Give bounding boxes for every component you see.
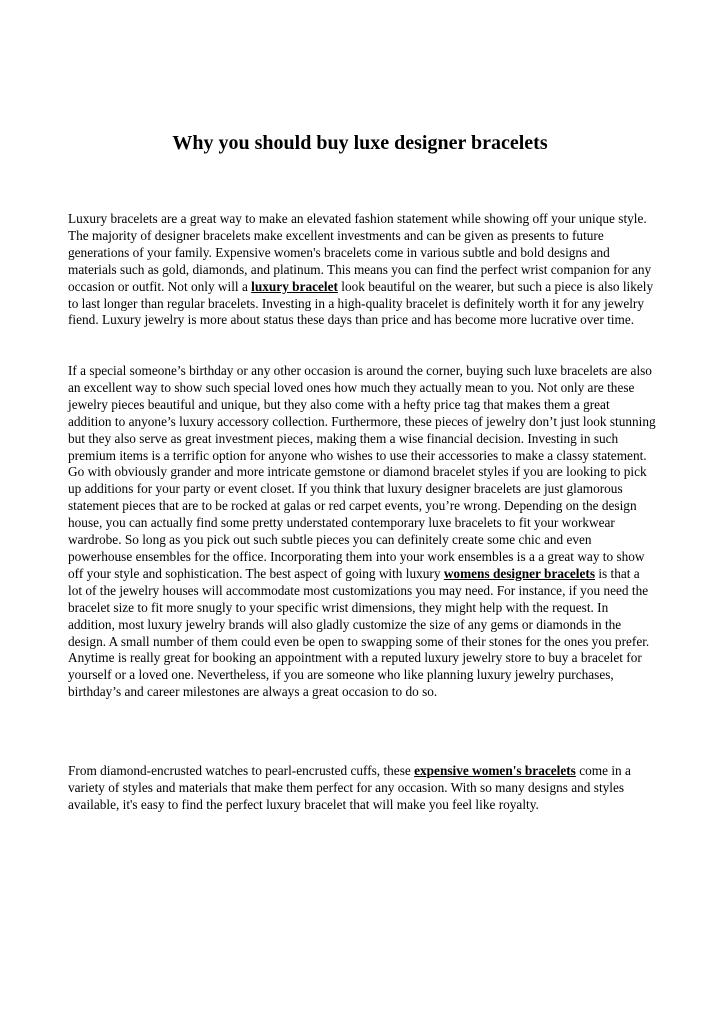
paragraph-2-text-b: is that a lot of the jewelry houses will accommodate most customizations you may need. For instance, if you need the bracelet size to fit more snugly to your specific wrist dimensions, they might help with the request. In addition, most luxury jewelry brands will also gladly customize the size of any gems or diamonds in the design. A small number of them could even be open to swapping some of their stones for the ones you prefer. Anytime is really great for booking an appointment with a reputed luxury jewelry store to buy a bracelet for yourself or a loved one. Nevertheless, if you are someone who like planning luxury jewelry purchases, birthday’s and career milestones are always a great occasion to do so. [68, 565, 650, 700]
paragraph-1 [68, 211, 656, 329]
paragraph-1-text-a: Luxury bracelets are a great way to make an elevated fashion statement while showing off your unique style. The majority of designer bracelets make excellent investments and can be given as presents to future generations of your family. Expensive women's bracelets come in various subtle and bold designs and materials such as gold, diamonds, and platinum. This means you can find the perfect wrist companion for any occasion or outfit. Not only will a [68, 211, 652, 294]
womens-designer-bracelets-link[interactable]: womens designer bracelets [443, 565, 595, 581]
paragraph-3-text-a: From diamond-encrusted watches to pearl-encrusted cuffs, these [68, 763, 415, 778]
paragraph-2 [68, 363, 656, 701]
paragraph-2-text-a: If a special someone’s birthday or any other occasion is around the corner, buying such luxe bracelets are also an excellent way to show such special loved ones how much they actually mean to you. Not only are these jewelry pieces beautiful and unique, but they also come with a hefty price tag that makes them a great addition to anyone’s luxury accessory collection. Furthermore, these pieces of jewelry don’t just look stunning but they also serve as great investment pieces, making them a wise financial decision. Investing in such premium items is a terrific option for anyone who wishes to use their accessories to make a classy statement. Go with obviously grander and more intricate gemstone or diamond bracelet styles if you are looking to pick up additions for your party or event closet. If you think that luxury designer bracelets are just glamorous statement pieces that are to be rocked at galas or red carpet events, you’re wrong. Depending on the design house, you can actually find some pretty understated contemporary luxe bracelets to fit your workwear wardrobe. So long as you pick out such subtle pieces you can definitely create some chic and even powerhouse ensembles for the office. Incorporating them into your work ensembles is a a great way to show off your style and sophistication. The best aspect of going with luxury [68, 363, 656, 581]
paragraph-3-text-b: come in a variety of styles and materials that make them perfect for any occasion. With so many designs and styles available, it's easy to find the perfect luxury bracelet that will make you feel like royalty. [68, 763, 631, 812]
paragraph-3 [68, 763, 656, 814]
page-title: Why you should buy luxe designer bracelets [172, 132, 548, 154]
expensive-womens-bracelets-link[interactable]: expensive women's bracelets [414, 763, 576, 778]
paragraph-1-text-b: look beautiful on the wearer, but such a piece is also likely to last longer than regular bracelets. Investing in a high-quality bracelet is definitely worth it for any jewelry fiend. Luxury jewelry is more about status these days than price and has become more lucrative over time. [68, 278, 654, 328]
luxury-bracelet-link[interactable]: luxury bracelet [251, 278, 338, 294]
